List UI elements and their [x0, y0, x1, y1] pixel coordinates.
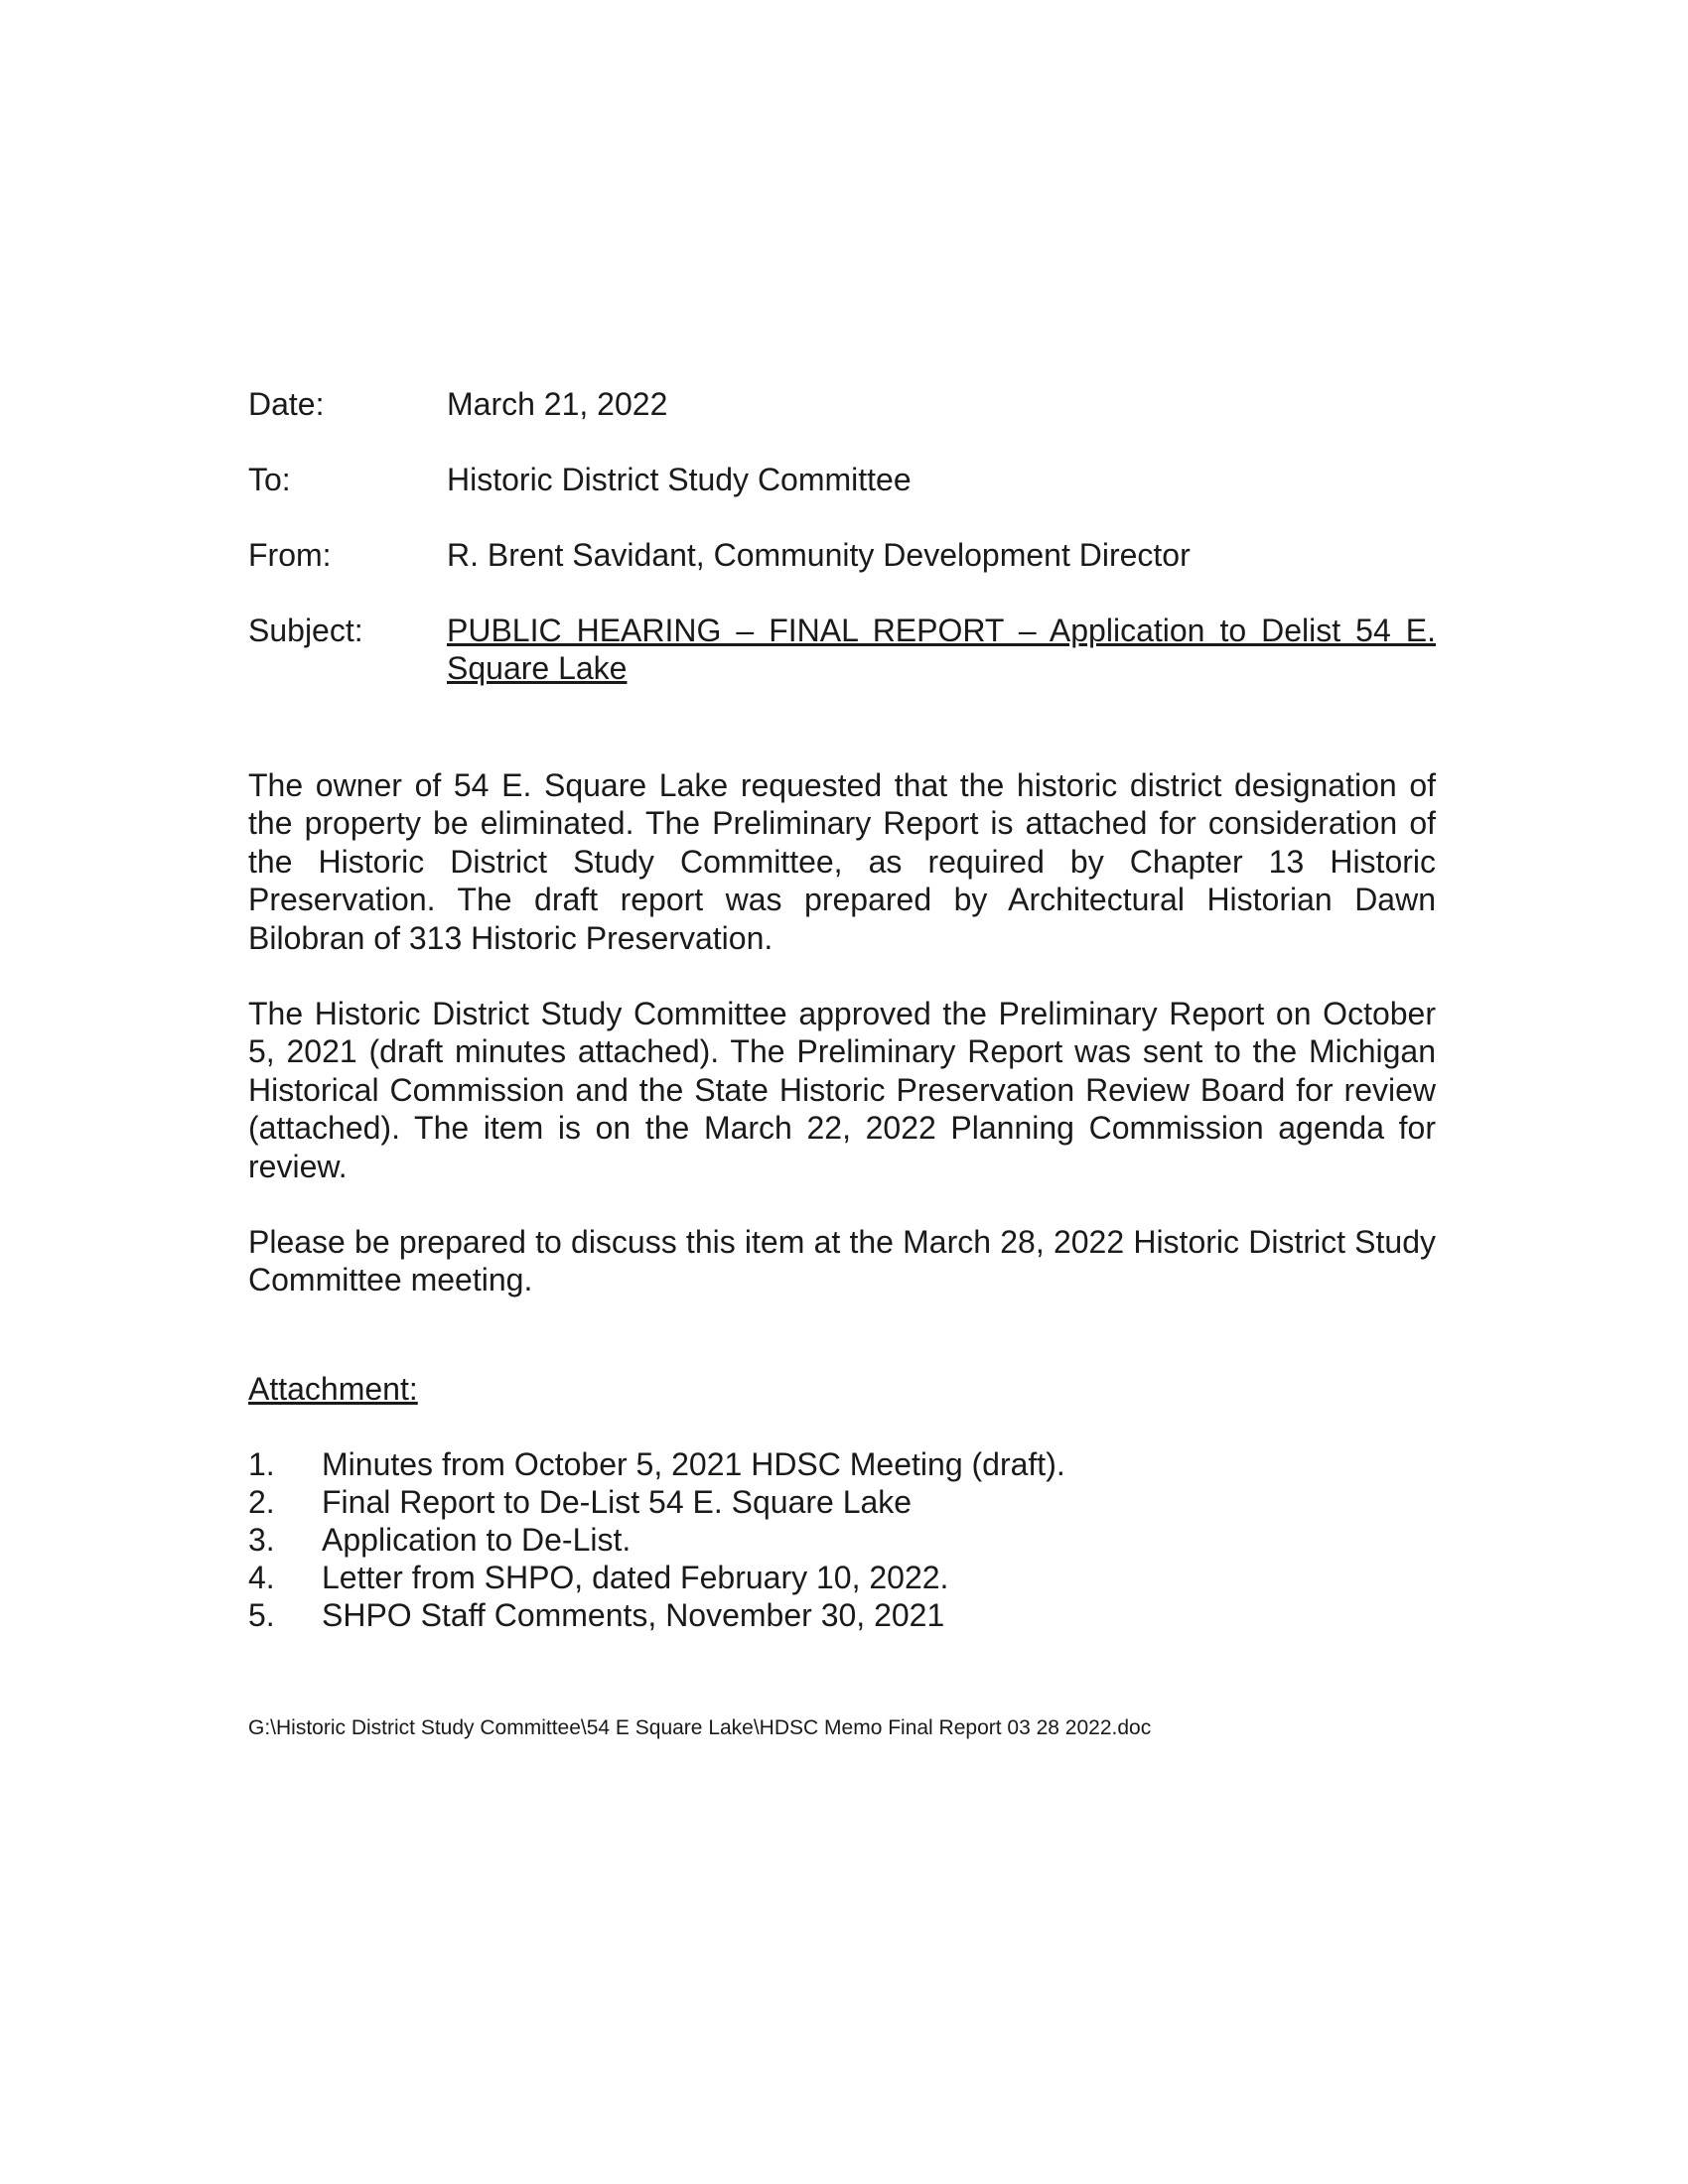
subject-row	[248, 612, 1436, 687]
attachments-heading: Attachment:	[248, 1371, 418, 1407]
memo-body	[248, 766, 1436, 1337]
from-row	[248, 536, 1436, 574]
attachment-text: SHPO Staff Comments, November 30, 2021	[322, 1597, 945, 1633]
subject-label: Subject:	[248, 613, 363, 648]
attachment-text: Minutes from October 5, 2021 HDSC Meeting (draft).	[322, 1446, 1065, 1482]
attachment-item	[248, 1559, 1436, 1596]
body-paragraph-1: The owner of 54 E. Square Lake requested that the historic district designation of the property be eliminated. The Preliminary Report is attached for consideration of the Historic District Study Committee, as required by Chapter 13 Historic Preservation. The draft report was prepared by Architectural Historian Dawn Bilobran of 313 Historic Preservation.	[248, 767, 1436, 956]
subject-value: PUBLIC HEARING – FINAL REPORT – Application to Delist 54 E. Square Lake	[447, 613, 1436, 686]
attachment-text: Letter from SHPO, dated February 10, 2022.	[322, 1560, 949, 1595]
memo-header	[248, 385, 1436, 725]
attachments-section	[248, 1370, 1436, 1634]
to-value: Historic District Study Committee	[447, 462, 912, 497]
attachment-number: 2.	[248, 1484, 275, 1520]
date-row	[248, 385, 1436, 423]
attachment-item	[248, 1483, 1436, 1521]
attachment-item	[248, 1521, 1436, 1559]
attachment-text: Application to De-List.	[322, 1522, 632, 1558]
body-paragraph-3: Please be prepared to discuss this item at the March 28, 2022 Historic District Study Committee meeting.	[248, 1224, 1436, 1298]
to-row	[248, 461, 1436, 498]
body-paragraph-2: The Historic District Study Committee approved the Preliminary Report on October 5, 2021 (draft minutes attached). The Preliminary Report was sent to the Michigan Historical Commission and the State Historic Preservation Review Board for review (attached). The item is on the March 22, 2022 Planning Commission agenda for review.	[248, 996, 1436, 1184]
attachment-number: 5.	[248, 1597, 275, 1633]
attachment-text: Final Report to De-List 54 E. Square Lake	[322, 1484, 913, 1520]
footer-file-path: G:\Historic District Study Committee\54 E Square Lake\HDSC Memo Final Report 03 28 2022.doc	[248, 1716, 1152, 1739]
from-value: R. Brent Savidant, Community Development Director	[447, 537, 1191, 573]
attachment-number: 3.	[248, 1522, 275, 1558]
to-label: To:	[248, 462, 291, 497]
attachment-number: 1.	[248, 1446, 275, 1482]
attachments-list	[248, 1445, 1436, 1634]
attachment-number: 4.	[248, 1560, 275, 1595]
attachment-item	[248, 1596, 1436, 1634]
date-value: March 21, 2022	[447, 386, 668, 422]
attachment-item	[248, 1445, 1436, 1483]
from-label: From:	[248, 537, 332, 573]
date-label: Date:	[248, 386, 325, 422]
